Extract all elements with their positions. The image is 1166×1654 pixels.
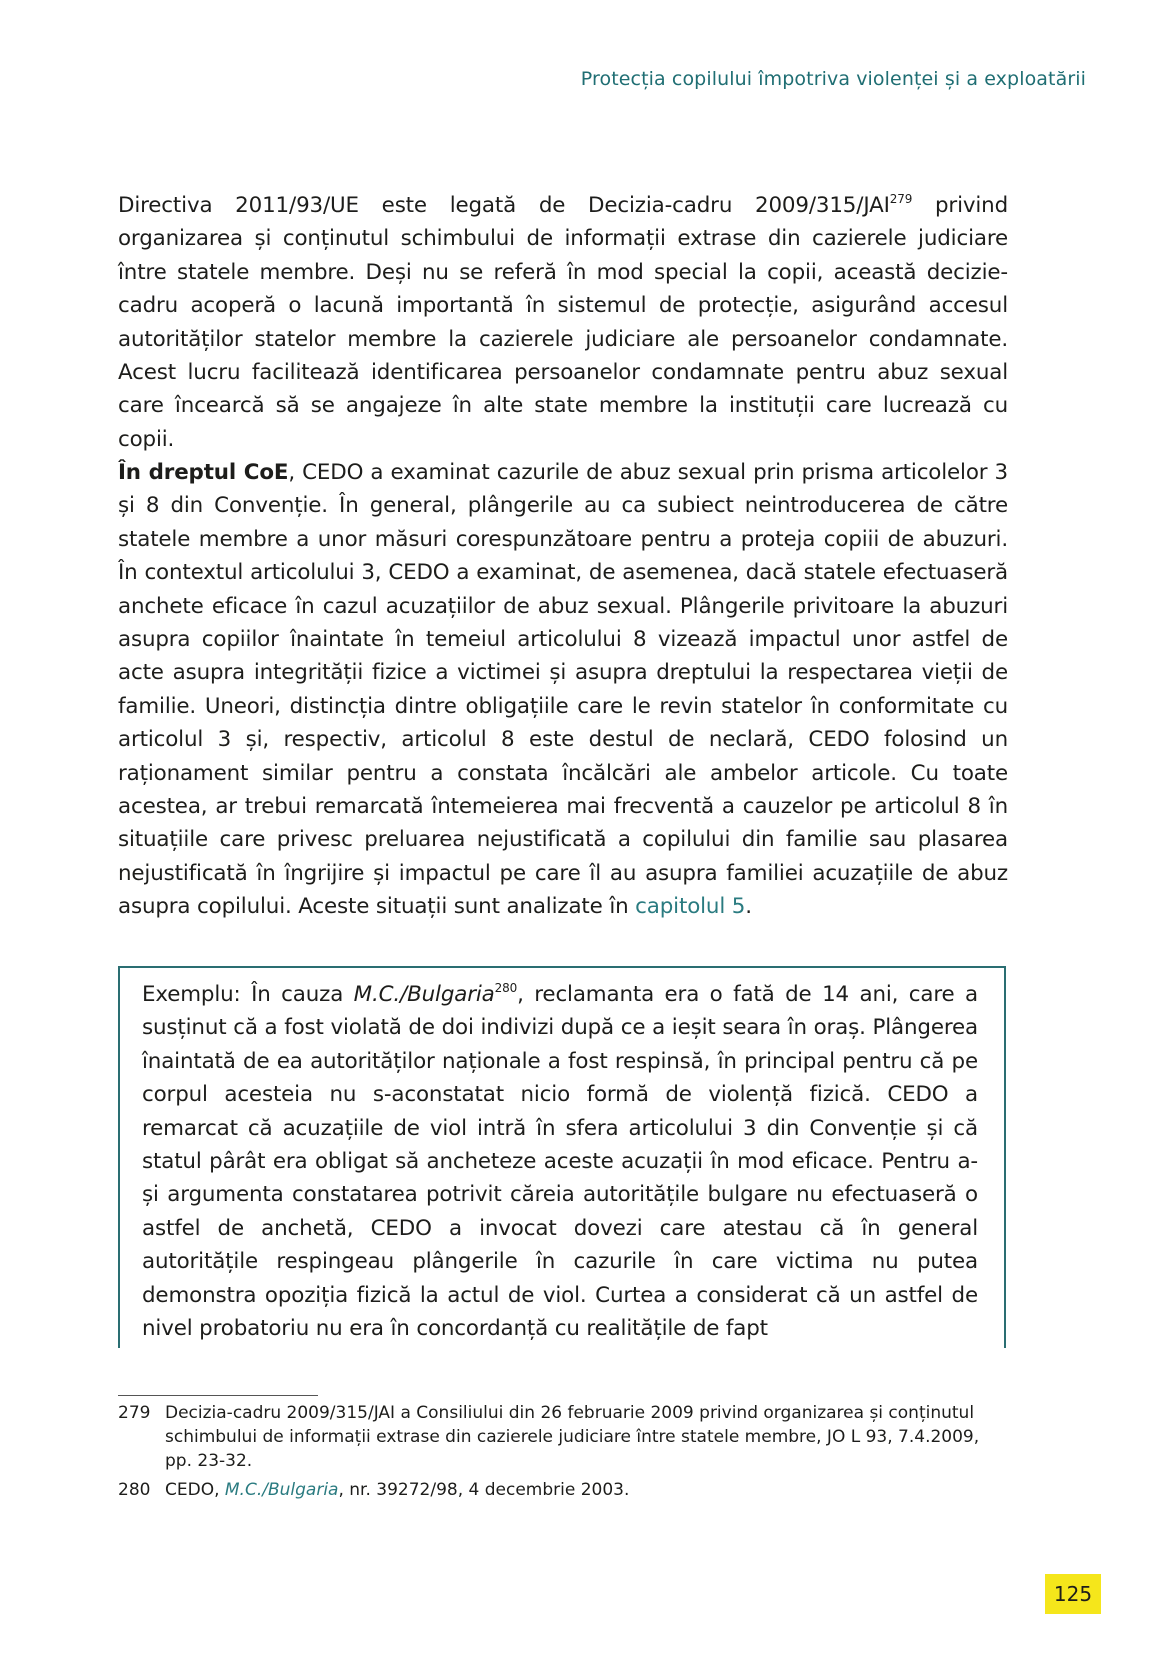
paragraph-text: privind organizarea și conținutul schimbului de informații extrase din cazierele judiciare între statele membre. Deși nu se referă în mod special la copii, această decizie-cadru acoperă o lacună importantă în sistemul de protecție, asigurând accesul autorităților statelor membre la cazierele judiciare ale persoanelor condamnate. Acest lucru facilitează identificarea persoanelor condamnate pentru abuz sexual care încearcă să se angajeze în alte state membre la instituții care lucrează cu copii.: [118, 193, 1009, 452]
footnote-prefix: CEDO,: [165, 1480, 225, 1500]
paragraph-text: Directiva 2011/93/UE este legată de Decizia-cadru 2009/315/JAI: [118, 193, 890, 218]
chapter-link[interactable]: capitolul 5: [635, 894, 746, 920]
case-link[interactable]: M.C./Bulgaria: [224, 1480, 339, 1500]
paragraph-directive: [118, 189, 1008, 456]
running-header: Protecția copilului împotriva violenței și a exploatării: [580, 68, 1086, 90]
example-lead: Exemplu: În cauza: [142, 982, 354, 1007]
footnote-ref-280[interactable]: 280: [494, 981, 518, 995]
footnote-ref-279[interactable]: 279: [889, 192, 913, 206]
footnote-number: 279: [118, 1403, 151, 1423]
example-text: [142, 978, 978, 1345]
paragraph-text: , CEDO a examinat cazurile de abuz sexual prin prisma articolelor 3 și 8 din Convenție. În general, plângerile au ca subiect neintroducerea de către statele membre a unor măsuri corespunzătoare pentru a proteja copiii de abuzuri. În contextul articolului 3, CEDO a examinat, de asemenea, dacă statele efectuaseră anchete eficace în cazul acuzațiilor de abuz sexual. Plângerile privitoare la abuzuri asupra copiilor înaintate în temeiul articolului 8 vizează impactul unor astfel de acte asupra integrității fizice a victimei și asupra dreptului la respectarea vieții de familie. Uneori, distincția dintre obligațiile care le revin statelor în conformitate cu articolul 3 și, respectiv, articolul 8 este destul de neclară, CEDO folosind un raționament similar pentru a constata încălcări ale ambelor articole. Cu toate acestea, ar trebui remarcată întemeierea mai frecventă a cauzelor pe articolul 8 în situațiile care privesc preluarea nejustificată a copilului din familie sau plasarea nejustificată în îngrijire și impactul pe care îl au asupra familiei acuzațiile de abuz asupra copilului. Aceste situații sunt analizate în: [118, 460, 1008, 920]
footnote-280: [118, 1478, 1008, 1502]
paragraph-end: .: [745, 894, 752, 920]
example-body: , reclamanta era o fată de 14 ani, care a susținut că a fost violată de doi indivizi după ce a ieșit seara în oraș. Plângerea înaintată de ea autorităților naționale a fost respinsă, în principal pentru că pe corpul acesteia nu s-aconstatat nicio formă de violență fizică. CEDO a remarcat că acuzațiile de viol intră în sfera articolului 3 din Convenție și că statul pârât era obligat să ancheteze aceste acuzații în mod eficace. Pentru a-și argumenta constatarea potrivit căreia autoritățile bulgare nu efectuaseră o astfel de anchetă, CEDO a invocat dovezi care atestau că în general autoritățile respingeau plângerile în cazurile în care victima nu putea demonstra opoziția fizică la actul de viol. Curtea a considerat că un astfel de nivel probatoriu nu era în concordanță cu realitățile de fapt: [142, 982, 978, 1342]
footnote-suffix: , nr. 39272/98, 4 decembrie 2003.: [338, 1480, 630, 1500]
case-name: M.C./Bulgaria: [353, 982, 495, 1007]
footnote-text: Decizia-cadru 2009/315/JAI a Consiliului din 26 februarie 2009 privind organizarea și conținutul schimbului de informații extrase din cazierele judiciare între statele membre, JO L 93, 7.4.2009, pp. 23-32.: [165, 1403, 980, 1471]
page-number-badge: 125: [1045, 1574, 1101, 1614]
footnote-number: 280: [118, 1480, 151, 1500]
paragraph-coe-law: [118, 456, 1008, 924]
footnote-text: [165, 1478, 1008, 1502]
example-box: [118, 966, 1006, 1348]
footnote-279: [118, 1401, 1008, 1473]
bold-lead: În dreptul CoE: [118, 460, 289, 485]
footnote-divider: [118, 1395, 318, 1396]
